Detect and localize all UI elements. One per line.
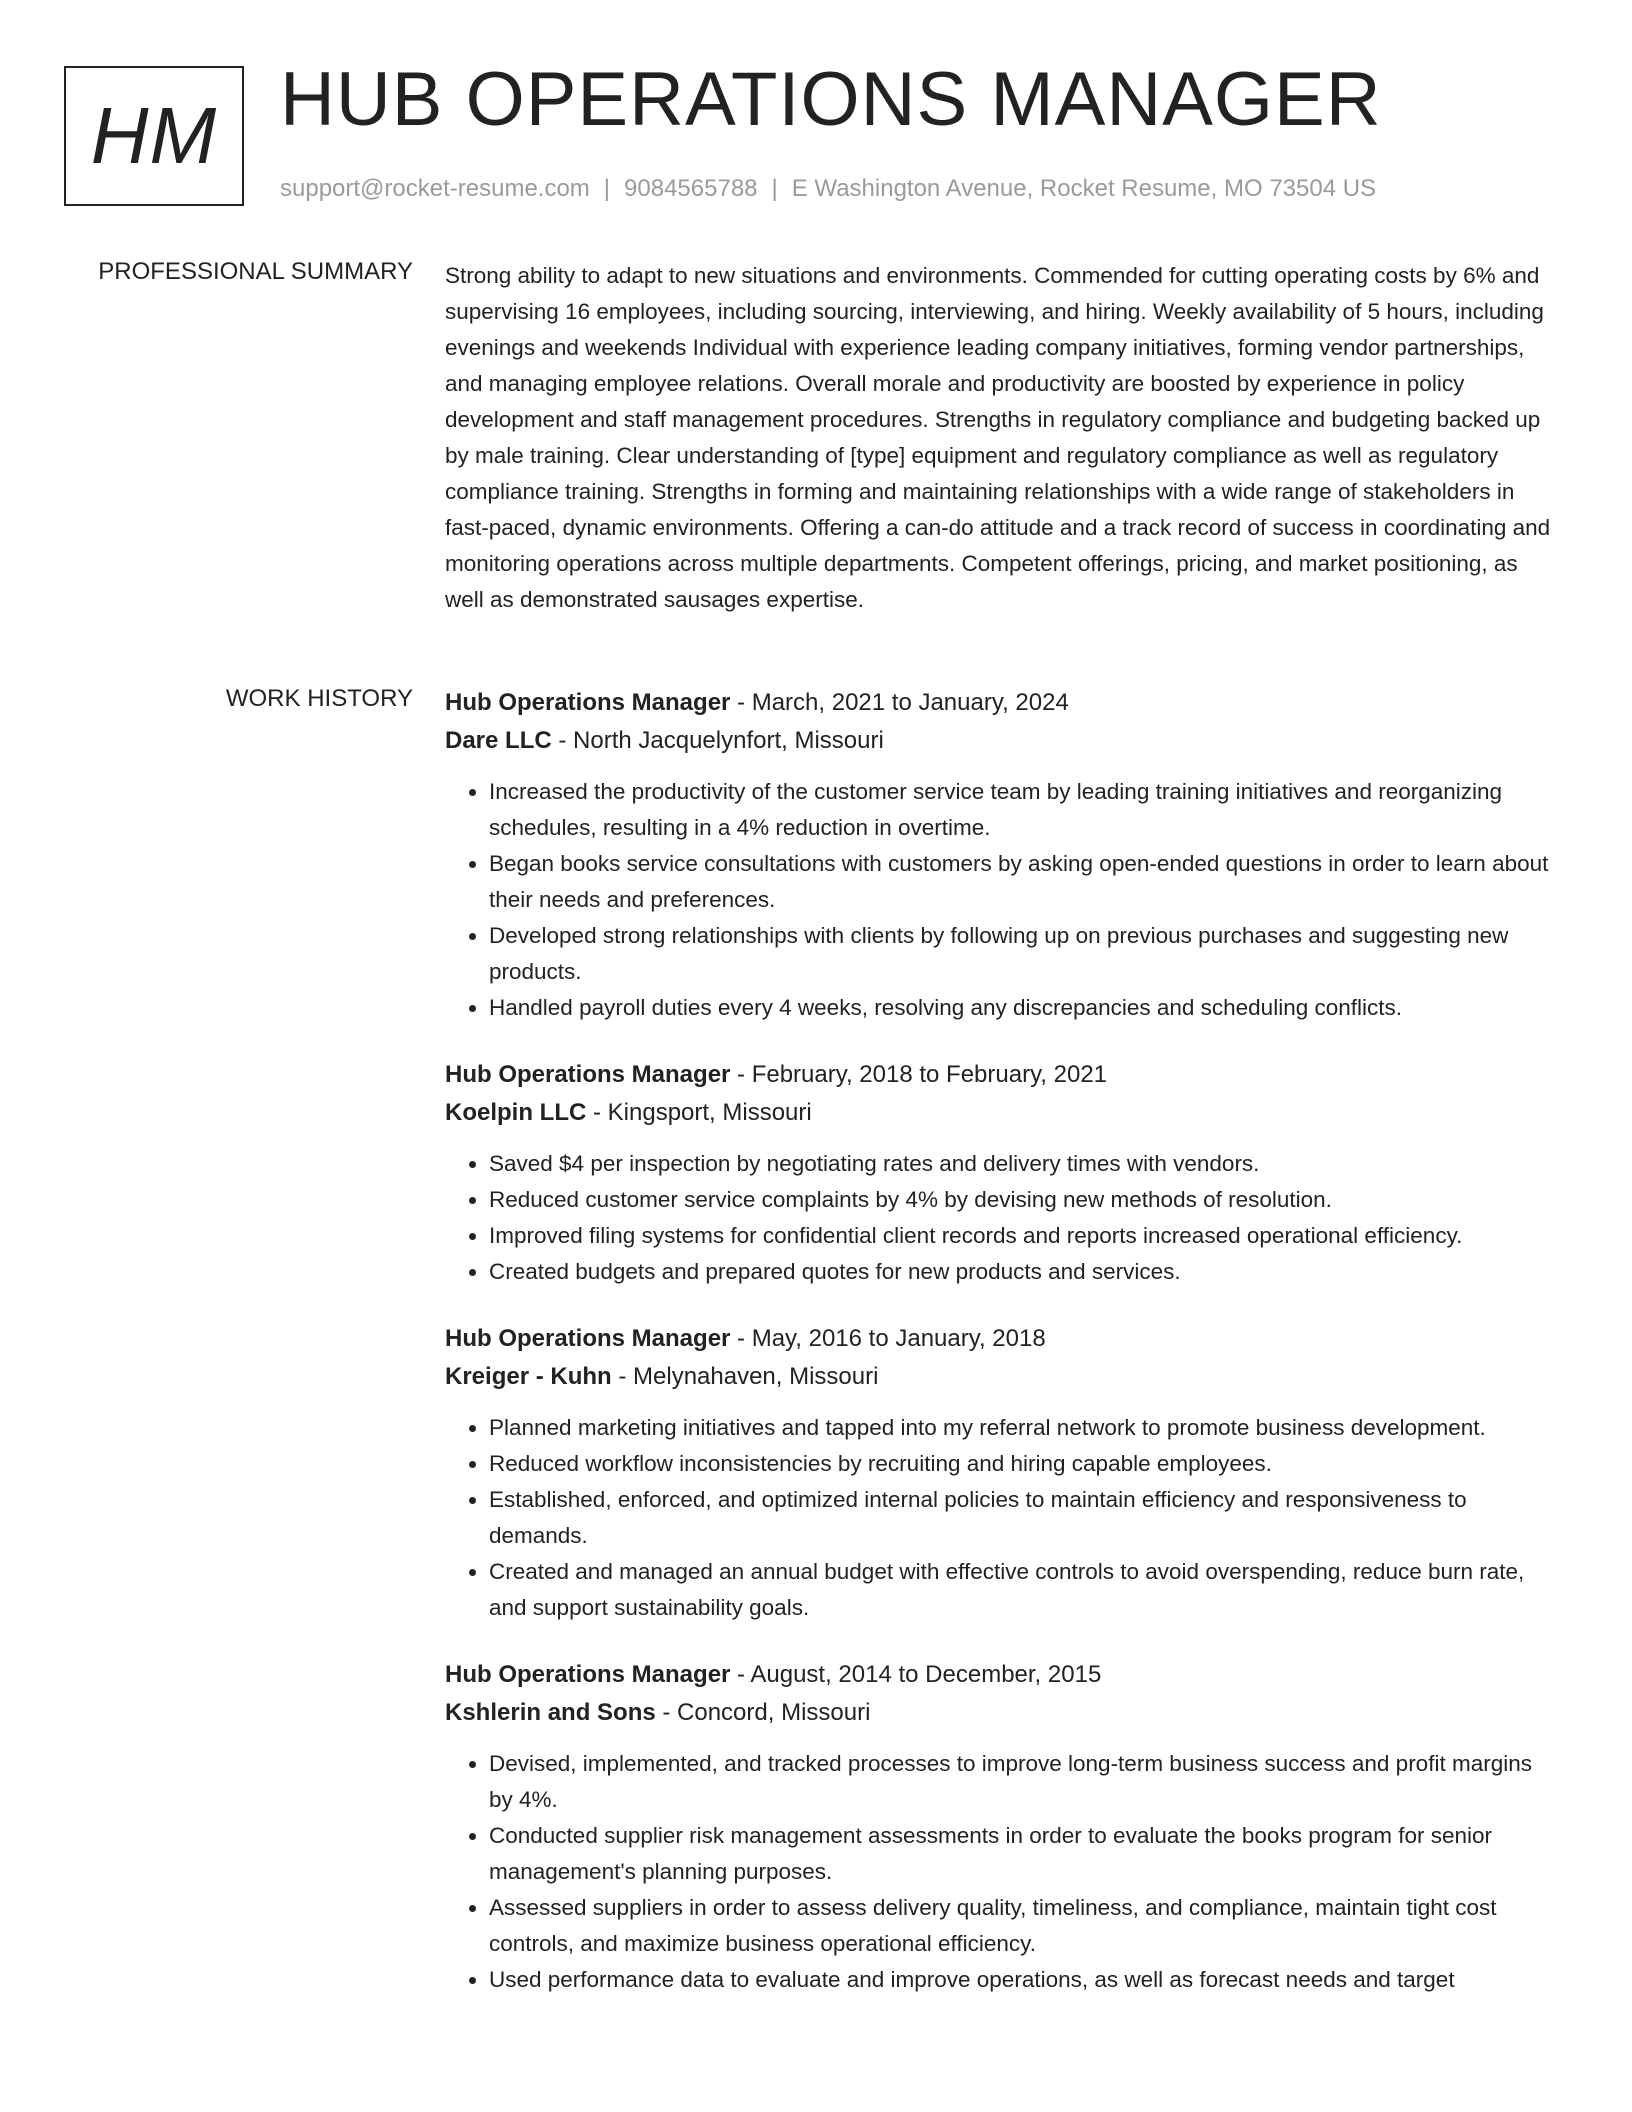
contact-email: support@rocket-resume.com <box>280 175 590 202</box>
job-title: Hub Operations Manager <box>445 1661 731 1688</box>
work-history-list <box>445 684 1560 2028</box>
job-bullets <box>445 1410 1560 1626</box>
job-bullet: • Created budgets and prepared quotes for new products and services. <box>489 1254 1560 1290</box>
contact-line <box>280 175 1376 203</box>
job-bullet: • Planned marketing initiatives and tapped into my referral network to promote business development. <box>489 1410 1560 1446</box>
job-bullet: • Increased the productivity of the customer service team by leading training initiatives and reorganizing schedules, resulting in a 4% reduction in overtime. <box>489 774 1560 846</box>
job-bullet: • Reduced customer service complaints by 4% by devising new methods of resolution. <box>489 1182 1560 1218</box>
job-location: - Concord, Missouri <box>655 1699 871 1726</box>
contact-address: E Washington Avenue, Rocket Resume, MO 73504 US <box>791 175 1377 202</box>
job-dates: - February, 2018 to February, 2021 <box>730 1061 1108 1088</box>
job-bullet: • Created and managed an annual budget with effective controls to avoid overspending, reduce burn rate, and support sustainability goals. <box>489 1554 1560 1626</box>
job-bullets <box>445 1746 1560 1998</box>
job-entry <box>445 1320 1560 1626</box>
job-location: - Melynahaven, Missouri <box>611 1363 879 1390</box>
job-bullet: • Devised, implemented, and tracked processes to improve long-term business success and profit margins by 4%. <box>489 1746 1560 1818</box>
resume-title: HUB OPERATIONS MANAGER <box>280 57 1382 142</box>
summary-text: Strong ability to adapt to new situations and environments. Commended for cutting operating costs by 6% and supervising 16 employees, including sourcing, interviewing, and hiring. Weekly availability of 5 hours, including evenings and weekends Individual with experience leading company initiatives, forming vendor partnerships, and managing employee relations. Overall morale and productivity are boosted by experience in policy development and staff management procedures. Strengths in regulatory compliance and budgeting backed up by male training. Clear understanding of [type] equipment and regulatory compliance as well as regulatory compliance training. Strengths in forming and maintaining relationships with a wide range of stakeholders in fast-paced, dynamic environments. Offering a can-do attitude and a track record of success in coordinating and monitoring operations across multiple departments. Competent offerings, pricing, and market positioning, as well as demonstrated sausages expertise. <box>445 263 1551 612</box>
job-title-line <box>445 684 1560 722</box>
contact-phone: 9084565788 <box>624 175 758 202</box>
job-dates: - May, 2016 to January, 2018 <box>730 1325 1046 1352</box>
job-title-line <box>445 1656 1560 1694</box>
job-title-line <box>445 1056 1560 1094</box>
job-location: - Kingsport, Missouri <box>586 1099 812 1126</box>
job-bullets <box>445 774 1560 1026</box>
job-title: Hub Operations Manager <box>445 689 731 716</box>
job-company: Kshlerin and Sons <box>445 1699 656 1726</box>
job-bullet: • Reduced workflow inconsistencies by recruiting and hiring capable employees. <box>489 1446 1560 1482</box>
job-bullet: • Established, enforced, and optimized internal policies to maintain efficiency and responsiveness to demands. <box>489 1482 1560 1554</box>
job-dates: - August, 2014 to December, 2015 <box>730 1661 1102 1688</box>
job-bullet: • Conducted supplier risk management assessments in order to evaluate the books program for senior management's planning purposes. <box>489 1818 1560 1890</box>
job-dates: - March, 2021 to January, 2024 <box>730 689 1069 716</box>
job-company: Koelpin LLC <box>445 1099 587 1126</box>
job-bullet: • Developed strong relationships with clients by following up on previous purchases and suggesting new products. <box>489 918 1560 990</box>
job-entry <box>445 684 1560 1026</box>
job-bullet: • Handled payroll duties every 4 weeks, resolving any discrepancies and scheduling conflicts. <box>489 990 1560 1026</box>
monogram-logo: HM <box>64 66 244 206</box>
job-bullets <box>445 1146 1560 1290</box>
job-bullet: • Saved $4 per inspection by negotiating rates and delivery times with vendors. <box>489 1146 1560 1182</box>
job-company: Kreiger - Kuhn <box>445 1363 612 1390</box>
job-company-line <box>445 722 1560 760</box>
contact-separator: | <box>603 175 611 202</box>
job-entry <box>445 1656 1560 1998</box>
job-company: Dare LLC <box>445 727 552 754</box>
job-bullet: • Used performance data to evaluate and improve operations, as well as forecast needs and target <box>489 1962 1560 1998</box>
job-title: Hub Operations Manager <box>445 1325 731 1352</box>
work-history-section-label: WORK HISTORY <box>225 685 413 712</box>
contact-separator: | <box>771 175 778 202</box>
job-bullet: • Began books service consultations with customers by asking open-ended questions in order to learn about their needs and preferences. <box>489 846 1560 918</box>
job-location: - North Jacquelynfort, Missouri <box>551 727 884 754</box>
job-bullet: • Improved filing systems for confidential client records and reports increased operational efficiency. <box>489 1218 1560 1254</box>
job-entry <box>445 1056 1560 1290</box>
job-company-line <box>445 1358 1560 1396</box>
job-company-line <box>445 1094 1560 1132</box>
job-title-line <box>445 1320 1560 1358</box>
job-title: Hub Operations Manager <box>445 1061 731 1088</box>
summary-section-label: PROFESSIONAL SUMMARY <box>98 258 413 285</box>
job-bullet: • Assessed suppliers in order to assess delivery quality, timeliness, and compliance, maintain tight cost controls, and maximize business operational efficiency. <box>489 1890 1560 1962</box>
job-company-line <box>445 1694 1560 1732</box>
